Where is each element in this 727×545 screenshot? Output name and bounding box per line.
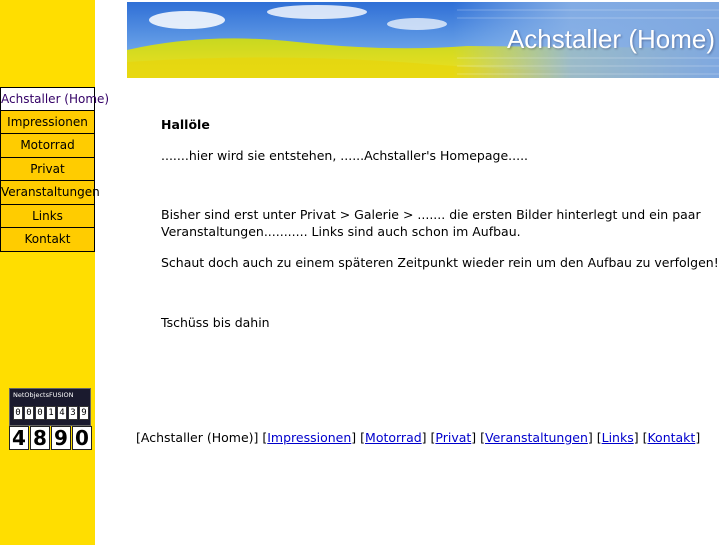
nav-item-impressionen[interactable]: Impressionen	[0, 111, 95, 135]
netobjects-counter-badge[interactable]	[9, 388, 91, 426]
revisit-paragraph: Schaut doch auch zu einem späteren Zeitpunkt wieder rein um den Aufbau zu verfolgen!	[161, 255, 719, 270]
counter-big-digit: 8	[30, 426, 50, 450]
sidebar	[0, 0, 95, 545]
nav-item-motorrad[interactable]: Motorrad	[0, 134, 95, 158]
nav-item-home[interactable]: Achstaller (Home)	[0, 87, 95, 111]
info-paragraph: Bisher sind erst unter Privat > Galerie > ....... die ersten Bilder hinterlegt und ein paar Veranstaltungen........... Links sind auch schon im Aufbau.	[161, 207, 701, 239]
footer-link-privat[interactable]: Privat	[435, 430, 472, 445]
counter-logo-text: NetObjectsFUSION	[13, 391, 74, 399]
footer-link-motorrad[interactable]: Motorrad	[365, 430, 422, 445]
counter-digit: 0	[24, 406, 34, 420]
counter-small-digits	[13, 406, 89, 420]
footer-nav: [Achstaller (Home)] [Impressionen] [Motorrad] [Privat] [Veranstaltungen] [Links] [Kontakt]	[136, 430, 701, 445]
footer-link-links[interactable]: Links	[601, 430, 634, 445]
header-banner	[127, 2, 719, 78]
counter-big-digit: 4	[9, 426, 29, 450]
greeting-heading: Hallöle	[161, 117, 210, 132]
nav-item-privat[interactable]: Privat	[0, 158, 95, 182]
counter-digit: 3	[68, 406, 78, 420]
footer-link-veranstaltungen[interactable]: Veranstaltungen	[485, 430, 588, 445]
counter-digit: 9	[79, 406, 89, 420]
nav-item-kontakt[interactable]: Kontakt	[0, 228, 95, 252]
page-title: Achstaller (Home)	[506, 24, 715, 54]
nav-item-links[interactable]: Links	[0, 205, 95, 229]
goodbye-text: Tschüss bis dahin	[161, 315, 270, 330]
counter-digit: 1	[46, 406, 56, 420]
counter-digit: 4	[57, 406, 67, 420]
footer-link-kontakt[interactable]: Kontakt	[647, 430, 696, 445]
footer-current-page: Achstaller (Home)	[140, 430, 254, 445]
visitor-counter	[9, 426, 92, 450]
nav-item-veranstaltungen[interactable]: Veranstaltungen	[0, 181, 95, 205]
counter-big-digit: 0	[72, 426, 92, 450]
footer-link-impressionen[interactable]: Impressionen	[267, 430, 352, 445]
counter-digit: 0	[13, 406, 23, 420]
nav-menu	[0, 87, 110, 252]
counter-digit: 0	[35, 406, 45, 420]
counter-big-digit: 9	[51, 426, 71, 450]
intro-text: .......hier wird sie entstehen, ......Achstaller's Homepage.....	[161, 148, 529, 163]
